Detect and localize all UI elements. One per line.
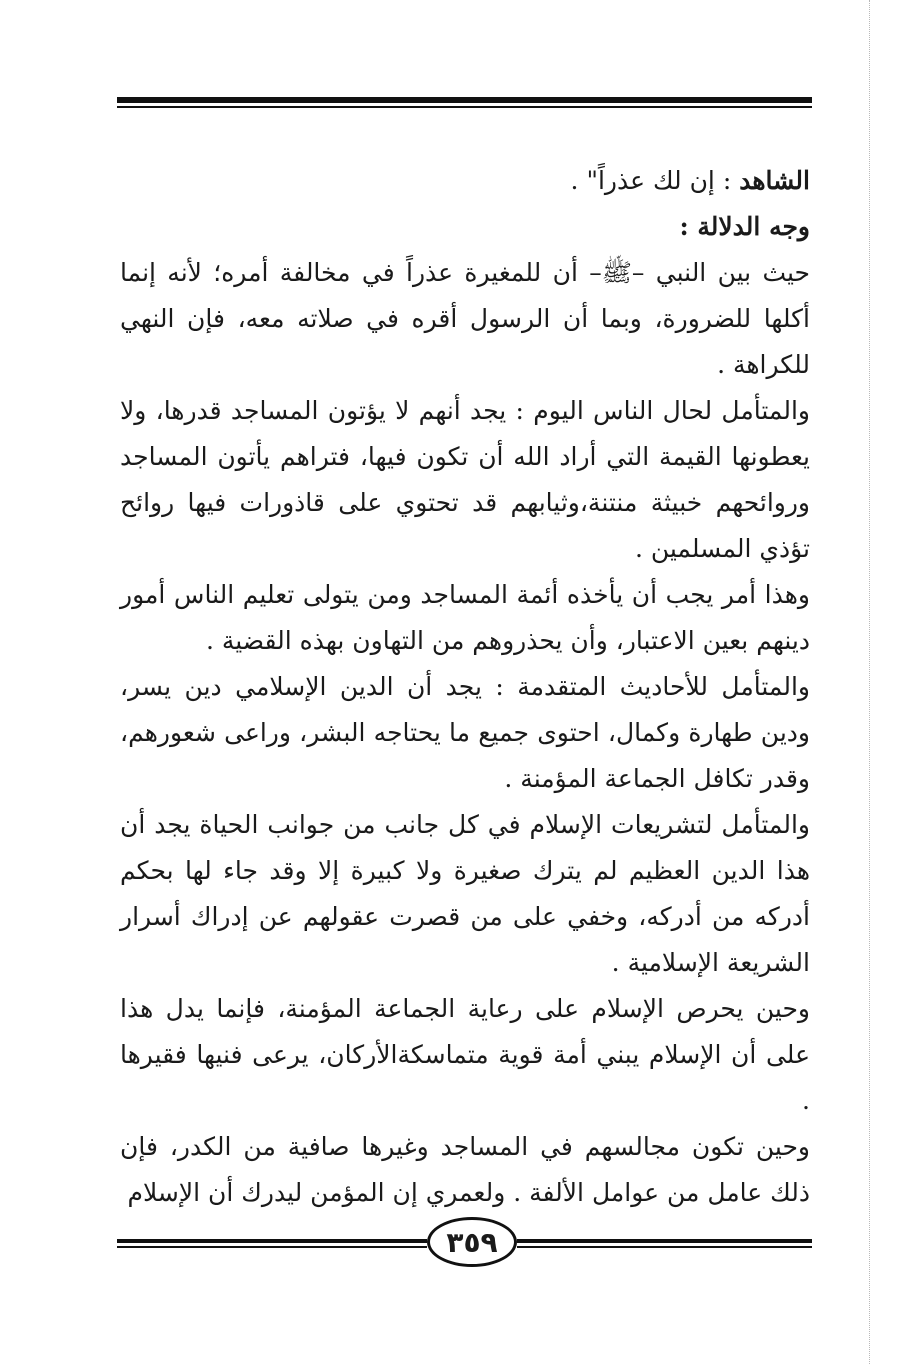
footer-rule-left-thin — [117, 1246, 427, 1248]
page-footer — [117, 1217, 812, 1277]
paragraph-text: : إن لك عذراً" . — [570, 166, 740, 195]
paragraph: وحين يحرص الإسلام على رعاية الجماعة المؤمنة، فإنما يدل هذا على أن الإسلام يبني أمة قوية متماسكةالأركان، يرعى فنيها فقيرها . — [120, 994, 810, 1115]
section-heading: وجه الدلالة : — [679, 212, 810, 241]
footer-rule-right-thin — [517, 1246, 812, 1248]
paragraph-witness — [120, 158, 810, 204]
paragraph: حيث بين النبي –ﷺ– أن للمغيرة عذراً في مخالفة أمره؛ لأنه إنما أكلها للضرورة، وبما أن الرسول أقره في صلاته معه، فإن النهي للكراهة . — [120, 258, 810, 379]
footer-rule-left — [117, 1239, 427, 1243]
header-rule-thin — [117, 106, 812, 108]
body-text — [120, 158, 810, 1216]
paragraph: وهذا أمر يجب أن يأخذه أئمة المساجد ومن يتولى تعليم الناس أمور دينهم بعين الاعتبار، وأن يحذروهم من التهاون بهذه القضية . — [120, 580, 810, 655]
header-rule-thick — [117, 97, 812, 103]
page-number: ٣٥٩ — [427, 1217, 517, 1267]
paragraph: والمتأمل لحال الناس اليوم : يجد أنهم لا يؤتون المساجد قدرها، ولا يعطونها القيمة التي أراد الله أن تكون فيها، فتراهم يأتون المساجد وروائحهم خبيثة منتنة،وثيابهم قد تحتوي على قاذورات فيها روائح تؤذي المسلمين . — [120, 396, 810, 563]
scan-edge-line — [869, 0, 870, 1364]
paragraph-heading — [120, 204, 810, 250]
footer-rule-right — [517, 1239, 812, 1243]
paragraph-lead: الشاهد — [739, 166, 810, 195]
paragraph: والمتأمل للأحاديث المتقدمة : يجد أن الدين الإسلامي دين يسر، ودين طهارة وكمال، احتوى جميع ما يحتاجه البشر، وراعى شعورهم، وقدر تكافل الجماعة المؤمنة . — [120, 672, 810, 793]
paragraph: وحين تكون مجالسهم في المساجد وغيرها صافية من الكدر، فإن ذلك عامل من عوامل الألفة . ولعمري إن المؤمن ليدرك أن الإسلام — [120, 1132, 810, 1207]
paragraph: والمتأمل لتشريعات الإسلام في كل جانب من جوانب الحياة يجد أن هذا الدين العظيم لم يترك صغيرة ولا كبيرة إلا وقد جاء لها بحكم أدركه من أدركه، وخفي على من قصرت عقولهم عن إدراك أسرار الشريعة الإسلامية . — [120, 810, 810, 977]
